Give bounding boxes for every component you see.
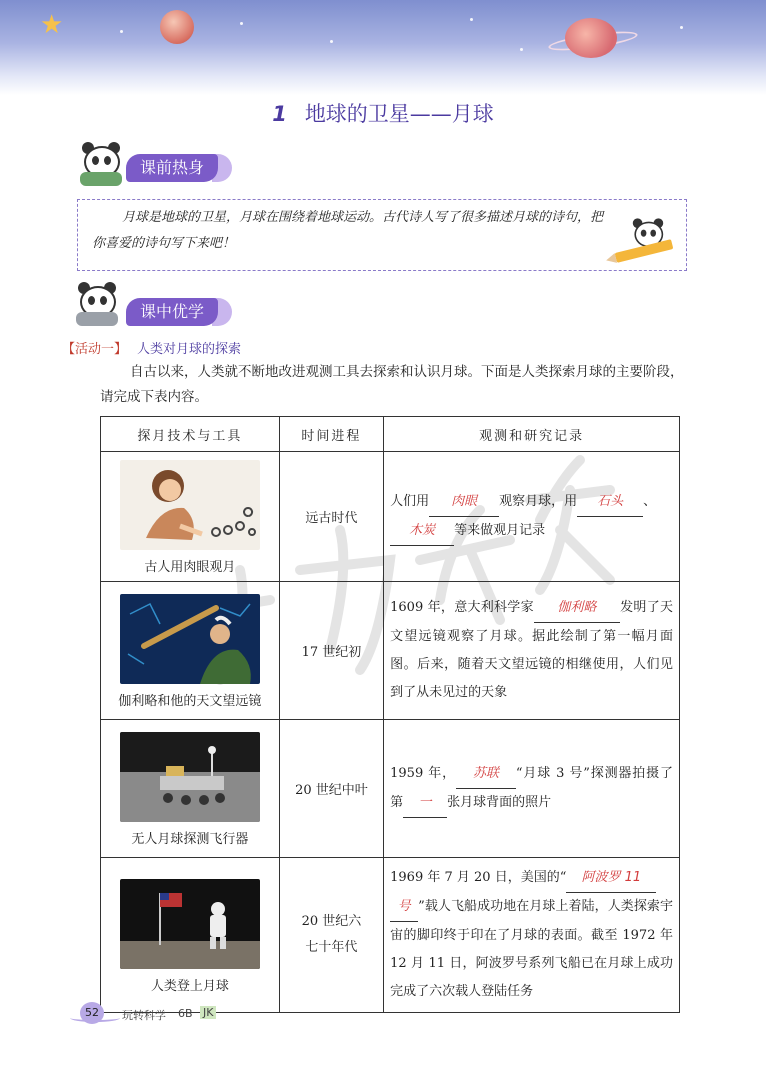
- answer-blank[interactable]: 木炭: [390, 517, 454, 546]
- record-cell: [384, 582, 680, 720]
- activity-heading: [62, 338, 241, 357]
- tools-caption: 无人月球探测飞行器: [131, 832, 249, 847]
- grade-label: 6B: [178, 1007, 193, 1020]
- tools-cell: [101, 858, 280, 1013]
- section-warmup-label: 课前热身: [126, 154, 218, 182]
- star-dot: [120, 30, 123, 33]
- ancient-observer-image: [120, 460, 260, 550]
- record-cell: [384, 452, 680, 582]
- time-cell: [279, 858, 383, 1013]
- answer-blank[interactable]: 伽利略: [534, 594, 620, 623]
- record-text: 人们用: [390, 493, 430, 509]
- lunar-rover-image: [120, 732, 260, 822]
- book-title: 玩转科学: [122, 1009, 166, 1022]
- record-text: 1969 年 7 月 20 日，美国的“: [390, 870, 567, 885]
- tools-cell: [101, 582, 280, 720]
- header-banner: [0, 0, 766, 95]
- star-dot: [470, 18, 473, 21]
- record-text: “月球 3 号”探测器拍摄了第: [390, 765, 673, 810]
- exploration-table: [100, 416, 680, 1013]
- star-dot: [680, 26, 683, 29]
- time-cell: 17 世纪初: [279, 582, 383, 720]
- activity-intro: 自古以来，人类就不断地改进观测工具去探索和认识月球。下面是人类探索月球的主要阶段，请完成下表内容。: [100, 364, 684, 405]
- record-text: 发明了天文望远镜观察了月球。据此绘制了第一幅月面图。后来，随着天文望远镜的相继使用，人们见到了从未见过的天象: [390, 600, 673, 700]
- time-line: 20 世纪六: [301, 914, 362, 929]
- activity-title: 人类对月球的探索: [137, 342, 242, 357]
- answer-blank[interactable]: 号: [390, 893, 418, 922]
- tools-caption: 人类登上月球: [150, 978, 229, 994]
- answer-blank[interactable]: 阿波罗 11: [566, 864, 656, 893]
- star-icon: ★: [40, 10, 64, 40]
- answer-blank[interactable]: 一: [403, 789, 447, 818]
- lesson-number: 1: [272, 102, 287, 126]
- tools-caption: 伽利略和他的天文望远镜: [118, 694, 262, 709]
- panda-writing-icon: [74, 282, 120, 326]
- record-text: 观察月球，用: [499, 493, 578, 509]
- record-text: 等来做观月记录: [454, 522, 546, 538]
- table-row: [101, 720, 680, 858]
- record-cell: [384, 720, 680, 858]
- header-time: 时间进程: [279, 417, 383, 452]
- page-title: [0, 98, 766, 128]
- record-cell: [384, 858, 680, 1013]
- activity-tag: 【活动一】: [62, 342, 128, 357]
- answer-blank[interactable]: 石头: [577, 488, 643, 517]
- galileo-telescope-image: [120, 594, 260, 684]
- time-cell: 远古时代: [279, 452, 383, 582]
- tools-caption: 古人用肉眼观月: [144, 560, 236, 575]
- section-inclass-label: 课中优学: [126, 298, 218, 326]
- answer-blank[interactable]: 肉眼: [429, 488, 499, 517]
- tools-cell: [101, 720, 280, 858]
- star-dot: [240, 22, 243, 25]
- page-number: 52: [80, 1002, 104, 1024]
- record-text: ”载人飞船成功地在月球上着陆，人类探索宇宙的脚印终于印在了月球的表面。截至 1972 年 12 月 11 日，阿波罗号系列飞船已在月球上成功完成了六次载人登陆任务: [390, 899, 673, 999]
- time-line: 七十年代: [305, 940, 358, 955]
- record-text: 1609 年，意大利科学家: [390, 600, 534, 615]
- answer-blank[interactable]: 苏联: [456, 760, 516, 789]
- moon-landing-image: [120, 879, 260, 969]
- star-dot: [330, 40, 333, 43]
- warmup-text: 月球是地球的卫星，月球在围绕着地球运动。古代诗人写了很多描述月球的诗句，把你喜爱的诗句写下来吧！: [92, 210, 604, 251]
- header-tools: 探月技术与工具: [101, 417, 280, 452]
- header-records: 观测和研究记录: [384, 417, 680, 452]
- table-row: [101, 582, 680, 720]
- star-dot: [520, 48, 523, 51]
- table-row: [101, 452, 680, 582]
- planet-icon: [160, 10, 194, 44]
- table-row: [101, 858, 680, 1013]
- tools-cell: [101, 452, 280, 582]
- record-text: 1959 年，: [390, 765, 456, 781]
- panda-reading-icon: [78, 142, 124, 186]
- record-text: 张月球背面的照片: [447, 794, 552, 810]
- ringed-planet-icon: [565, 18, 617, 58]
- edition-badge: JK: [200, 1006, 216, 1019]
- record-text: 、: [643, 493, 657, 509]
- panda-pencil-icon: [615, 214, 677, 266]
- table-header-row: [101, 417, 680, 452]
- time-cell: 20 世纪中叶: [279, 720, 383, 858]
- lesson-title: 地球的卫星——月球: [304, 102, 494, 126]
